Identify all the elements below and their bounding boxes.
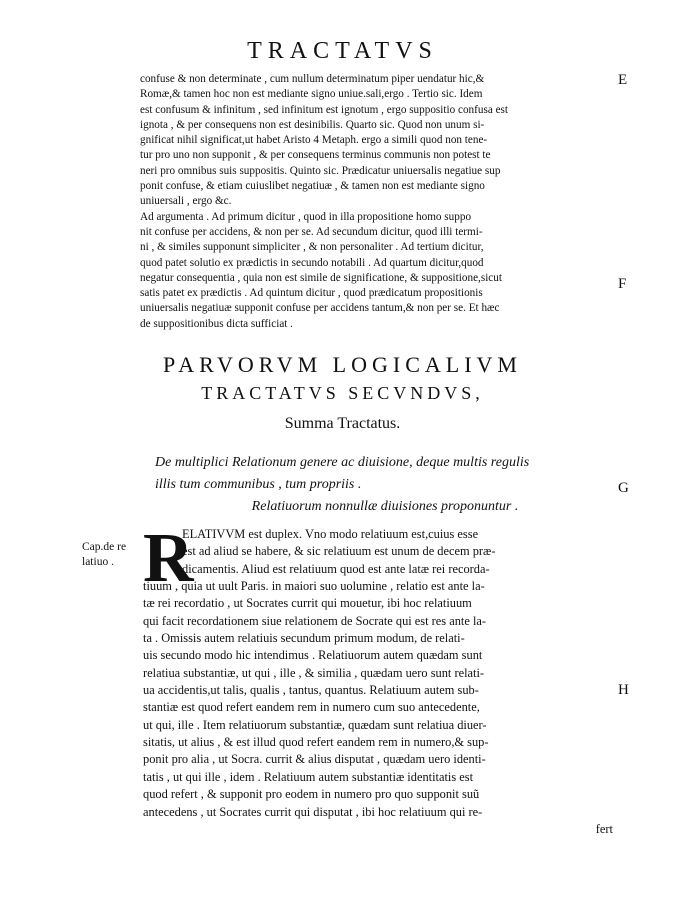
text-line: qui facit recordationem siue relationem de Socrate qui est res ante la- xyxy=(143,613,487,628)
running-header: TRACTATVS xyxy=(247,38,438,64)
description-line: De multiplici Relationum genere ac diuisione, deque multis regulis xyxy=(155,455,530,470)
text-line: Ad argumenta . Ad primum dicitur , quod in illa propositione homo suppo xyxy=(140,210,472,223)
treatise-subtitle: TRACTATVS SECVNDVS, xyxy=(201,383,484,403)
text-line: tatis , ut qui ille , idem . Relatiuum autem substantiæ identitatis est xyxy=(143,769,474,784)
text-line: neri pro omnibus suis suppositis. Quinto sic. Prædicatur uniuersalis negatiue sup xyxy=(140,164,501,177)
text-line: ignota , & per consequens non est desinibilis. Quarto sic. Quod non unum si- xyxy=(140,118,485,131)
summa-heading: Summa Tractatus. xyxy=(284,415,401,432)
text-line: relatiua substantiæ, ut qui , ille , & similia , quædam uero sunt relati- xyxy=(143,665,485,680)
text-line: ponit pro alia , ut Socra. currit & alius disputat , quædam uero identi- xyxy=(143,752,486,767)
text-line: tiuum , quia ut uult Paris. in maiori suo uolumine , relatio est ante la- xyxy=(143,579,485,594)
text-line: antecedens , ut Socrates currit qui disputat , ibi hoc relatiuum qui re- xyxy=(143,804,483,819)
sidenote-line: latiuo . xyxy=(82,556,114,568)
treatise-title: PARVORVM LOGICALIVM xyxy=(163,352,522,377)
margin-letter-f: F xyxy=(618,276,627,292)
text-line: gnificat nihil significat,ut habet Aristo 4 Metaph. ergo a simili quod non tene- xyxy=(140,134,488,147)
previous-chapter-text xyxy=(140,72,595,332)
text-line: stantiæ est quod refert eandem rem in numero cum suo antecedente, xyxy=(143,700,480,715)
margin-letter-g: G xyxy=(618,480,629,496)
text-line: uniuersali , ergo &c. xyxy=(140,195,232,208)
text-line: uis secundo modo hic intendimus . Relatiuorum autem quædam sunt xyxy=(143,648,483,663)
text-line: ponit confuse, & etiam cuiuslibet negatiuæ , & tamen non est mediante signo xyxy=(140,180,485,193)
text-line: quod patet solutio ex prædictis in secundo notabili . Ad quartum dicitur,quod xyxy=(140,256,484,269)
chapter-body-text xyxy=(143,520,613,838)
text-line: est confusum & infinitum , sed infinitum est ignotum , ergo suppositio confusa est xyxy=(140,103,509,116)
text-line: quod refert , & supponit pro eodem in numero pro quo supponit suũ xyxy=(143,787,480,802)
chapter-sidenote xyxy=(82,540,142,570)
drop-capital: R xyxy=(143,520,194,597)
margin-letter-e: E xyxy=(618,72,628,88)
text-line: Romæ,& tamen hoc non est mediante signo uniue.sali,ergo . Tertio sic. Idem xyxy=(140,88,483,101)
margin-letter-h: H xyxy=(618,682,629,698)
text-line: tæ rei recordatio , ut Socrates currit qui mouetur, ibi hoc relatiuum xyxy=(143,596,472,611)
text-line: de suppositionibus dicta sufficiat . xyxy=(140,317,293,330)
text-line: confuse & non determinate , cum nullum determinatum piper uendatur hic,& xyxy=(140,73,485,85)
text-line: sitatis, ut alius , & est illud quod refert eandem rem in numero,& sup- xyxy=(143,735,489,750)
text-line: ni , & similes supponunt simpliciter , & non personaliter . Ad tertium dicitur, xyxy=(140,241,484,254)
catchword: fert xyxy=(595,821,613,836)
description-line: illis tum communibus , tum propriis . xyxy=(155,477,362,492)
text-line: ELATIVVM est duplex. Vno modo relatiuum est,cuius esse xyxy=(182,527,479,541)
description-line: Relatiuorum nonnullæ diuisiones proponuntur . xyxy=(251,499,519,514)
text-line: ta . Omissis autem relatiuis secundum primum modum, de relati- xyxy=(143,631,465,646)
text-line: dicamentis. Aliud est relatiuum quod est ante latæ rei recorda- xyxy=(182,561,490,576)
text-line: nit confuse per accidens, & non per se. Ad secundum dicitur, quod illi termi- xyxy=(140,225,483,238)
treatise-description xyxy=(155,452,615,518)
text-line: est ad aliud se habere, & sic relatiuum est unum de decem præ- xyxy=(182,544,496,559)
text-line: satis patet ex prædictis . Ad quintum dicitur , quod prædicatum propositionis xyxy=(140,287,483,300)
text-line: tur pro uno non supponit , & per consequens terminus communis non potest te xyxy=(140,149,491,162)
text-line: ua accidentis,ut talis, qualis , tantus, quantus. Relatiuum autem sub- xyxy=(143,683,479,698)
text-line: uniuersalis negatiuæ supponit confuse per accidens tantum,& non per se. Et hæc xyxy=(140,302,500,315)
text-line: ut qui, ille . Item relatiuorum substantiæ, quædam sunt relatiua diuer- xyxy=(143,717,487,732)
text-line: negatur consequentia , quia non est simile de significatione, & suppositione,sicut xyxy=(140,271,502,284)
sidenote-line: Cap.de re xyxy=(82,541,127,553)
